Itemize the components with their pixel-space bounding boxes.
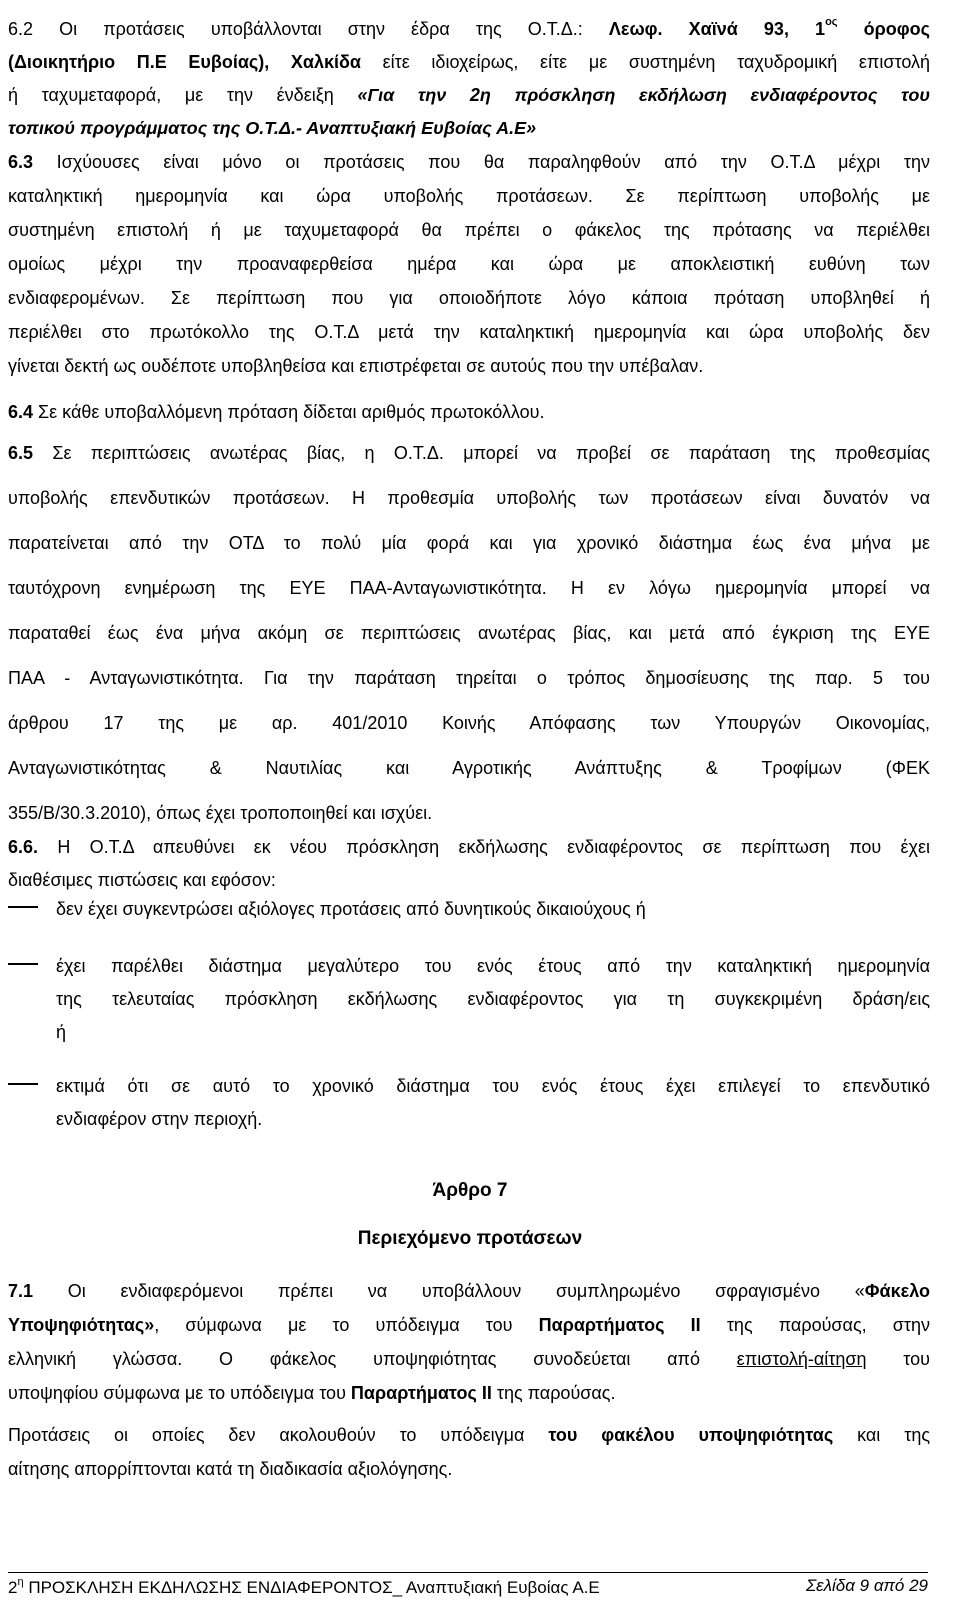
- section-number: 6.: [8, 402, 24, 422]
- text: ΠΡΟΣΚΛΗΣΗ ΕΚΔΗΛΩΣΗΣ ΕΝΔΙΑΦΕΡΟΝΤΟΣ_ Αναπτυξιακή Ευβοίας Α.Ε: [23, 1578, 600, 1597]
- list-item-text: [56, 950, 930, 1049]
- line: Ανταγωνιστικότητας & Ναυτιλίας και Αγροτικής Ανάπτυξης & Τροφίμων (ΦΕΚ: [8, 758, 930, 778]
- line: έχει παρέλθει διάστημα μεγαλύτερο του ενός έτους από την καταληκτική ημερομηνία: [56, 956, 930, 976]
- line: καταληκτική ημερομηνία και ώρα υποβολής προτάσεων. Σε περίπτωση υποβολής με: [8, 186, 930, 206]
- section-number: 6.6.: [8, 837, 39, 857]
- paragraph-closing: [8, 1418, 930, 1486]
- line: αίτησης απορρίπτονται κατά τη διαδικασία αξιολόγησης.: [8, 1459, 453, 1479]
- line: [8, 1418, 930, 1452]
- line: ταυτόχρονη ενημέρωση της ΕΥΕ ΠΑΑ-Ανταγωνιστικότητα. Η εν λόγω ημερομηνία μπορεί να: [8, 578, 930, 598]
- address-bold: Λεωφ. Χαϊνά 93, 1: [608, 19, 826, 39]
- text: 2: [8, 1578, 18, 1597]
- line: ΠΑΑ - Ανταγωνιστικότητα. Για την παράταση τηρείται ο τρόπος δημοσίευσης της παρ. 5 του: [8, 668, 930, 688]
- address-bold: όροφος: [837, 19, 930, 39]
- section-number: 4: [23, 402, 34, 422]
- section-number: 3: [23, 152, 34, 172]
- line: διαθέσιμες πιστώσεις και εφόσον:: [8, 870, 276, 890]
- text: του: [866, 1349, 930, 1369]
- address-bold: (Διοικητήριο Π.Ε Ευβοίας), Χαλκίδα: [8, 52, 362, 72]
- text: ελληνική γλώσσα. Ο φάκελος υποψηφιότητας συνοδεύεται από: [8, 1349, 737, 1369]
- line: [8, 145, 930, 179]
- list-item-text: δεν έχει συγκεντρώσει αξιόλογες προτάσεις από δυνητικούς δικαιούχους ή: [56, 899, 646, 919]
- superscript: η: [17, 1576, 24, 1588]
- line: [8, 79, 930, 112]
- line: της τελευταίας πρόσκληση εκδήλωσης ενδιαφέροντος για τη συγκεκριμένη δράση/εις: [56, 989, 930, 1009]
- line: [8, 46, 930, 79]
- paragraph-6-6: [8, 831, 930, 897]
- text: Η Ο.Τ.Δ απευθύνει εκ νέου πρόσκληση εκδήλωσης ενδιαφέροντος σε περίπτωση που έχει: [38, 837, 930, 857]
- text: Σε περιπτώσεις ανωτέρας βίας, η Ο.Τ.Δ. μπορεί να προβεί σε παράταση της προθεσμίας: [33, 443, 930, 463]
- line: παραταθεί έως ένα μήνα ακόμη σε περιπτώσεις ανωτέρας βίας, και μετά από έγκριση της ΕΥΕ: [8, 623, 930, 643]
- text: , σύμφωνα με το υπόδειγμα του: [154, 1315, 539, 1335]
- paragraph-6-2: [8, 6, 930, 145]
- footer-title: [8, 1576, 600, 1598]
- text-bold: Υποψηφιότητας»: [8, 1315, 155, 1335]
- line: γίνεται δεκτή ως ουδέποτε υποβληθείσα και επιστρέφεται σε αυτούς που την υπέβαλαν.: [8, 356, 704, 376]
- footer-divider: [8, 1572, 928, 1573]
- line: 355/Β/30.3.2010), όπως έχει τροποποιηθεί και ισχύει.: [8, 803, 433, 823]
- line: ενδιαφέρον στην περιοχή.: [56, 1109, 263, 1129]
- line: παρατείνεται από την ΟΤΔ το πολύ μία φορά και για χρονικό διάστημα έως ένα μήνα με: [8, 533, 930, 553]
- line: [8, 6, 930, 46]
- section-number: 6.: [8, 152, 24, 172]
- superscript: ος: [825, 16, 838, 28]
- paragraph-7-1: [8, 1274, 930, 1410]
- text-bold: του φακέλου υποψηφιότητας: [548, 1425, 834, 1445]
- text: είτε ιδιοχείρως, είτε με συστημένη ταχυδρομική επιστολή: [361, 52, 930, 72]
- text-bold: Φάκελο: [864, 1281, 930, 1301]
- text-underlined: επιστολή-αίτηση: [736, 1349, 867, 1369]
- text: Ισχύουσες είναι μόνο οι προτάσεις που θα παραληφθούν από την Ο.Τ.Δ μέχρι την: [33, 152, 930, 172]
- line: εκτιμά ότι σε αυτό το χρονικό διάστημα του ενός έτους έχει επιλεγεί το επενδυτικό: [56, 1076, 930, 1096]
- text: Σε κάθε υποβαλλόμενη πρόταση δίδεται αριθμός πρωτοκόλλου.: [33, 402, 545, 422]
- line: [8, 1342, 930, 1376]
- section-number: 6.: [8, 443, 24, 463]
- section-number: 5: [23, 443, 34, 463]
- line: συστημένη επιστολή ή με ταχυμεταφορά θα πρέπει ο φάκελος της πρότασης να περιέλθει: [8, 220, 930, 240]
- text: 6.2 Οι προτάσεις υποβάλλονται στην έδρα της Ο.Τ.Δ.:: [8, 19, 609, 39]
- article-title: Άρθρο 7: [432, 1180, 508, 1201]
- text: υποψηφίου σύμφωνα με το υπόδειγμα του: [8, 1383, 351, 1403]
- line: [8, 395, 930, 429]
- article-subtitle: Περιεχόμενο προτάσεων: [357, 1228, 583, 1249]
- paragraph-6-5: [8, 431, 930, 836]
- paragraph-6-4: [8, 395, 930, 429]
- label-bold-italic: «Για την 2η πρόσκληση εκδήλωση ενδιαφέροντος του: [357, 85, 930, 105]
- text-bold: Παραρτήματος ΙΙ: [538, 1315, 701, 1335]
- line: [8, 1376, 930, 1410]
- section-number: 7.: [8, 1281, 24, 1301]
- line: ενδιαφερομένων. Σε περίπτωση που για οποιοδήποτε λόγο κάποια πρόταση υποβληθεί ή: [8, 288, 930, 308]
- line: [8, 431, 930, 476]
- line: άρθρου 17 της με αρ. 401/2010 Κοινής Απόφασης των Υπουργών Οικονομίας,: [8, 713, 930, 733]
- text: Προτάσεις οι οποίες δεν ακολουθούν το υπόδειγμα: [8, 1425, 549, 1445]
- line: [8, 831, 930, 864]
- paragraph-6-3: [8, 145, 930, 383]
- line: ομοίως μέχρι την προαναφερθείσα ημέρα και ώρα με αποκλειστική ευθύνη των: [8, 254, 930, 274]
- line: [8, 1274, 930, 1308]
- text: της παρούσας.: [491, 1383, 616, 1403]
- text-bold: Παραρτήματος ΙΙ: [350, 1383, 492, 1403]
- line: [8, 112, 930, 145]
- line: [8, 1308, 930, 1342]
- list-item-text: [56, 1070, 930, 1136]
- line: περιέλθει στο πρωτόκολλο της Ο.Τ.Δ μετά την καταληκτική ημερομηνία και ώρα υποβολής δεν: [8, 322, 930, 342]
- text: Οι ενδιαφερόμενοι πρέπει να υποβάλλουν συμπληρωμένο σφραγισμένο «: [33, 1281, 865, 1301]
- text: και της: [833, 1425, 931, 1445]
- label-bold-italic: τοπικού προγράμματος της Ο.Τ.Δ.- Αναπτυξιακή Ευβοίας Α.Ε»: [8, 118, 537, 138]
- line: υποβολής επενδυτικών προτάσεων. Η προθεσμία υποβολής των προτάσεων είναι δυνατόν να: [8, 488, 930, 508]
- section-number: 1: [23, 1281, 34, 1301]
- text: της παρούσας, στην: [700, 1315, 930, 1335]
- text: ή ταχυμεταφορά, με την ένδειξη: [8, 85, 358, 105]
- page-number: Σελίδα 9 από 29: [805, 1576, 928, 1595]
- line: ή: [56, 1022, 67, 1042]
